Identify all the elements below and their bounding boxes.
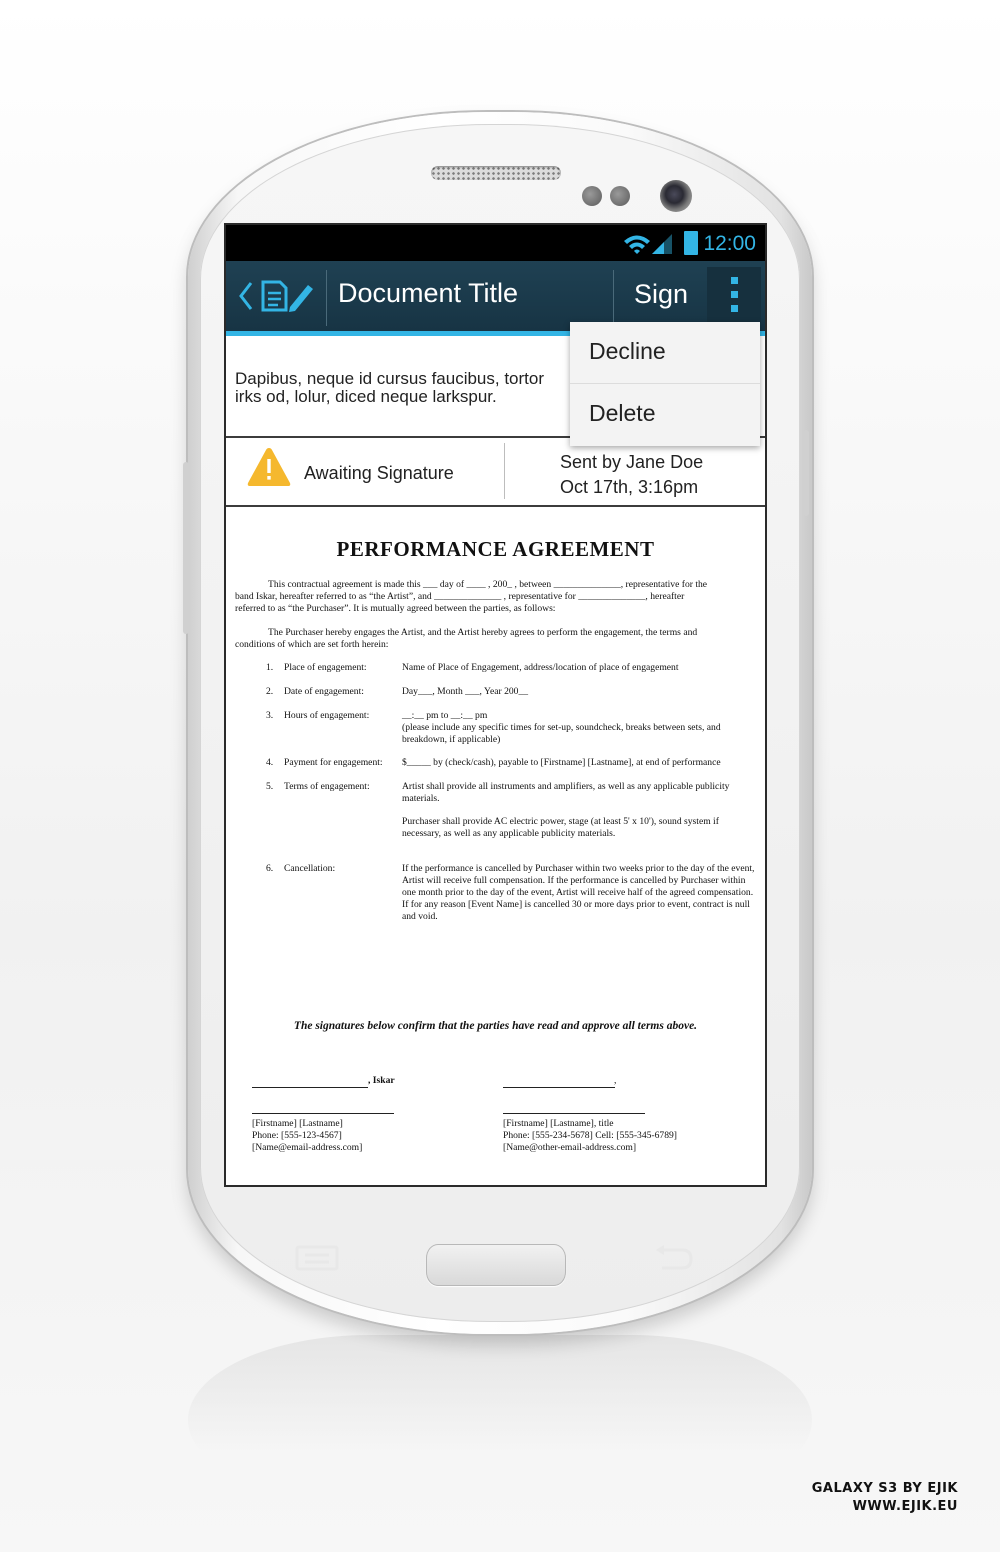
confirmation-statement: The signatures below confirm that the parties have read and approve all terms above. [293, 1020, 698, 1032]
artist-party: , Iskar [368, 1075, 395, 1086]
volume-key [183, 462, 189, 634]
status-bar [226, 225, 765, 261]
contact-phone: Phone: [555-234-5678] Cell: [555-345-6789] [503, 1130, 677, 1141]
battery-icon [684, 231, 698, 255]
menu-item-label: Decline [589, 338, 666, 364]
item-label: Payment for engagement: [284, 757, 383, 768]
item-label: Place of engagement: [284, 662, 367, 673]
contact-name: [Firstname] [Lastname] [252, 1118, 343, 1129]
item-number: 6. [266, 863, 274, 874]
intro-line: This contractual agreement is made this ___ day of ____ , 200_ , between ______________, representative for the [268, 579, 708, 590]
purchaser-party: , [614, 1075, 617, 1086]
contact-phone: Phone: [555-123-4567] [252, 1130, 342, 1141]
overflow-dot [731, 305, 738, 312]
sign-button[interactable]: Sign [634, 279, 689, 309]
phone-reflection [188, 1335, 812, 1505]
item-value: $_____ by (check/cash), payable to [Firstname] [Lastname], at end of performance [402, 757, 721, 768]
document-heading: PERFORMANCE AGREEMENT [336, 537, 655, 561]
back-key-icon[interactable] [652, 1244, 694, 1272]
name-line [503, 1113, 645, 1114]
item-number: 1. [266, 662, 274, 673]
menu-key-icon[interactable] [295, 1245, 339, 1271]
engage-line: The Purchaser hereby engages the Artist, and the Artist hereby agrees to perform the engagement, the terms and [268, 627, 698, 638]
credit-line: GALAXY S3 BY EJIK [811, 1481, 958, 1496]
status-divider [504, 443, 505, 499]
preview-line: irks od, lolur, diced neque larkspur. [235, 387, 497, 406]
menu-item-decline[interactable] [570, 322, 760, 383]
status-time: 12:00 [703, 232, 756, 255]
preview-line: Dapibus, neque id cursus faucibus, tortor [235, 369, 545, 388]
item-label: Hours of engagement: [284, 710, 370, 721]
item-number: 5. [266, 781, 274, 792]
item-value: (please include any specific times for set-up, soundcheck, breaks between sets, and breakdown, if applicable) [402, 722, 721, 745]
engage-line: conditions of which are set forth herein: [235, 639, 389, 650]
intro-line: referred to as “the Purchaser”. It is mutually agreed between the parties, as follows: [235, 603, 556, 614]
intro-paragraph [235, 579, 750, 615]
power-key [803, 430, 809, 516]
name-line [252, 1113, 394, 1114]
item-number: 4. [266, 757, 274, 768]
item-value: Purchaser shall provide AC electric power, stage (at least 5' x 10'), sound system if necessary, as well as any applicable publicity materials. [402, 816, 719, 839]
warning-icon [246, 446, 292, 488]
intro-line: band Iskar, hereafter referred to as “the Artist”, and ______________ , representative for ______________, hereafter [235, 591, 685, 602]
item-value: If the performance is cancelled by Purchaser within two weeks prior to the day of the event, Artist will receive full compensation. If the performance is cancelled by Purchaser within one month prior to the day of the event, Artist will receive half of the agreed compensation. If for any reason [Event Name] is cancelled 30 or more days prior to event, contract is null and void. [402, 863, 755, 922]
earpiece-speaker [431, 166, 561, 180]
item-label: Terms of engagement: [284, 781, 370, 792]
phone-screen [226, 225, 765, 1185]
action-bar-divider [613, 270, 614, 326]
item-label: Cancellation: [284, 863, 336, 874]
up-navigation-button[interactable] [234, 273, 318, 319]
item-number: 3. [266, 710, 274, 721]
document-title: Document Title [338, 278, 519, 308]
signature-line[interactable] [252, 1087, 368, 1088]
light-sensor [610, 186, 630, 206]
home-button[interactable] [426, 1244, 566, 1286]
menu-item-delete[interactable] [570, 384, 760, 445]
proximity-sensor [582, 186, 602, 206]
contact-name: [Firstname] [Lastname], title [503, 1118, 614, 1129]
engagement-paragraph [235, 627, 750, 651]
item-label: Date of engagement: [284, 686, 364, 697]
signature-status: Awaiting Signature [304, 463, 454, 483]
action-bar-divider [326, 270, 327, 326]
overflow-menu-button[interactable] [707, 267, 761, 323]
item-value: __:__ pm to __:__ pm [402, 710, 488, 721]
credit-url: WWW.EJIK.EU [852, 1499, 958, 1514]
wifi-signal-icon [622, 232, 674, 256]
contact-email: [Name@email-address.com] [252, 1142, 363, 1153]
item-value: Artist shall provide all instruments and amplifiers, as well as any applicable publicity materials. [402, 781, 730, 804]
sent-by: Sent by Jane Doe [560, 452, 704, 472]
back-chevron-icon [238, 281, 254, 311]
signature-line[interactable] [503, 1087, 615, 1088]
overflow-dot [731, 277, 738, 284]
document-sign-icon [260, 279, 316, 313]
item-value: Day___, Month ___, Year 200__ [402, 686, 529, 697]
sent-date: Oct 17th, 3:16pm [560, 477, 699, 497]
message-preview [235, 370, 575, 406]
document-page[interactable] [226, 507, 765, 1185]
overflow-dot [731, 291, 738, 298]
artist-contact [252, 1118, 362, 1154]
front-camera [660, 180, 692, 212]
overflow-popup-menu [570, 322, 760, 446]
purchaser-contact [503, 1118, 677, 1154]
item-value: Name of Place of Engagement, address/location of place of engagement [402, 662, 679, 673]
menu-item-label: Delete [589, 400, 656, 426]
contact-email: [Name@other-email-address.com] [503, 1142, 637, 1153]
item-number: 2. [266, 686, 274, 697]
